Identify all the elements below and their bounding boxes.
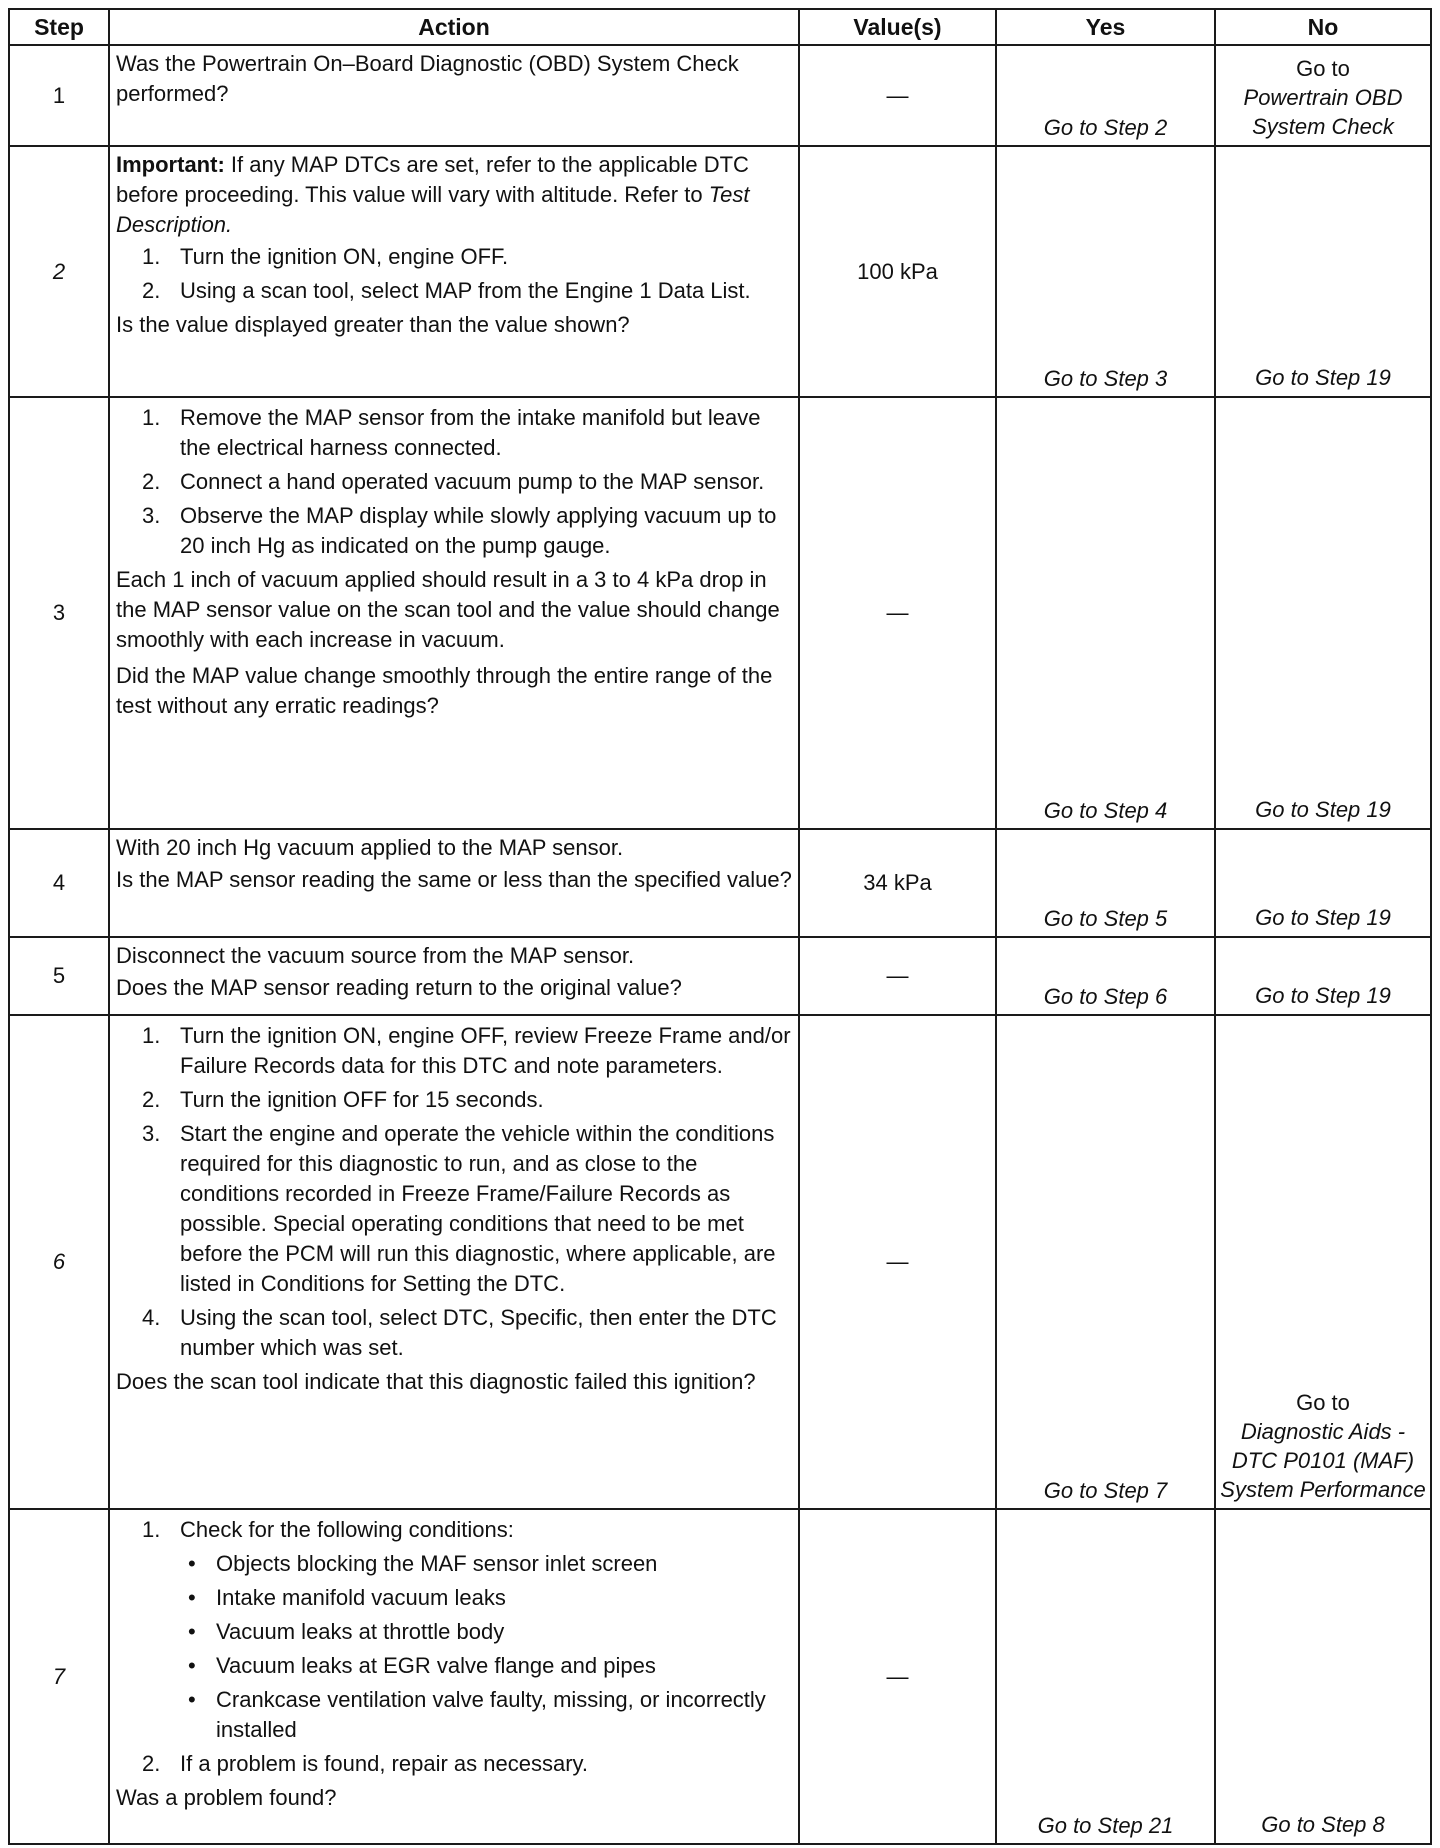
step-question: Did the MAP value change smoothly through the entire range of the test without any erratic readings? xyxy=(116,663,773,718)
step-question: Is the MAP sensor reading the same or less than the specified value? xyxy=(116,867,792,892)
bullet-item: • Objects blocking the MAF sensor inlet screen xyxy=(188,1551,658,1576)
no-goto: Go to Step 19 xyxy=(1215,937,1431,1015)
bullet-item: • Crankcase ventilation valve faulty, missing, or incorrectly installed xyxy=(188,1687,766,1742)
table-row xyxy=(9,146,1431,397)
list-item-text: Using the scan tool, select DTC, Specific, then enter the DTC number which was set. xyxy=(180,1305,777,1360)
header-action: Action xyxy=(109,9,799,45)
action-cell xyxy=(109,1509,799,1844)
list-item-text: Remove the MAP sensor from the intake manifold but leave the electrical harness connected. xyxy=(180,405,761,460)
diagnostic-table xyxy=(8,8,1432,1845)
list-item-text: If a problem is found, repair as necessary. xyxy=(180,1751,589,1776)
action-cell xyxy=(109,146,799,397)
step-note: Disconnect the vacuum source from the MAP sensor. xyxy=(116,943,635,968)
no-goto: Go to Step 19 xyxy=(1215,829,1431,937)
step-number: 3 xyxy=(9,397,109,829)
table-row xyxy=(9,1015,1431,1509)
list-item-text: Turn the ignition ON, engine OFF, review Freeze Frame and/or Failure Records data for this DTC and note parameters. xyxy=(180,1023,791,1078)
value-cell: — xyxy=(799,1015,996,1509)
list-item: 3. Start the engine and operate the vehicle within the conditions required for this diagnostic to run, and as close to the conditions recorded in Freeze Frame/Failure Records as possible. Special operating conditions that need to be met before the PCM will run this diagnostic, where applicable, are listed in Conditions for Setting the DTC. xyxy=(142,1121,776,1296)
list-item: 3. Observe the MAP display while slowly applying vacuum up to 20 inch Hg as indicated on the pump gauge. xyxy=(142,503,777,558)
no-goto-lead: Go to xyxy=(1296,56,1350,81)
list-item-text: Turn the ignition OFF for 15 seconds. xyxy=(180,1087,544,1112)
step-note: Each 1 inch of vacuum applied should result in a 3 to 4 kPa drop in the MAP sensor value on the scan tool and the value should change smoothly with each increase in vacuum. xyxy=(116,567,780,652)
important-text: If any MAP DTCs are set, refer to the applicable DTC before proceeding. This value will vary with altitude. Refer to xyxy=(116,152,749,207)
step-list xyxy=(116,242,792,306)
important-label: Important: xyxy=(116,152,225,177)
value-cell: — xyxy=(799,397,996,829)
no-goto-link: Diagnostic Aids - DTC P0101 (MAF) System Performance xyxy=(1220,1419,1426,1502)
bullet-text: Intake manifold vacuum leaks xyxy=(216,1585,506,1610)
bullet-text: Vacuum leaks at EGR valve flange and pipes xyxy=(216,1653,656,1678)
bullet-text: Crankcase ventilation valve faulty, missing, or incorrectly installed xyxy=(216,1687,766,1742)
table-row xyxy=(9,829,1431,937)
step-number: 1 xyxy=(9,45,109,146)
value-cell: — xyxy=(799,45,996,146)
no-goto-link: Powertrain OBD System Check xyxy=(1243,85,1403,139)
value-cell: — xyxy=(799,937,996,1015)
condition-list xyxy=(116,1549,792,1745)
list-item: 2. Connect a hand operated vacuum pump to the MAP sensor. xyxy=(142,469,765,494)
list-item: 4. Using the scan tool, select DTC, Specific, then enter the DTC number which was set. xyxy=(142,1305,777,1360)
list-item: 1. Turn the ignition ON, engine OFF. xyxy=(142,244,509,269)
list-item: 1. Remove the MAP sensor from the intake manifold but leave the electrical harness connected. xyxy=(142,405,761,460)
value-cell: 34 kPa xyxy=(799,829,996,937)
header-row xyxy=(9,9,1431,45)
yes-goto: Go to Step 4 xyxy=(996,397,1215,829)
step-number: 7 xyxy=(9,1509,109,1844)
action-cell xyxy=(109,397,799,829)
no-goto: Go to Step 19 xyxy=(1215,146,1431,397)
step-note: With 20 inch Hg vacuum applied to the MAP sensor. xyxy=(116,835,624,860)
list-item: 2. Using a scan tool, select MAP from the Engine 1 Data List. xyxy=(142,278,751,303)
important-ref: Test Description. xyxy=(116,182,750,237)
step-number: 4 xyxy=(9,829,109,937)
yes-goto: Go to Step 2 xyxy=(996,45,1215,146)
yes-goto: Go to Step 21 xyxy=(996,1509,1215,1844)
bullet-item: • Vacuum leaks at EGR valve flange and pipes xyxy=(188,1653,656,1678)
step-question: Was a problem found? xyxy=(116,1785,337,1810)
step-list xyxy=(116,403,792,561)
list-item-text: Observe the MAP display while slowly applying vacuum up to 20 inch Hg as indicated on the pump gauge. xyxy=(180,503,777,558)
step-number: 5 xyxy=(9,937,109,1015)
bullet-text: Objects blocking the MAF sensor inlet screen xyxy=(216,1551,658,1576)
yes-goto: Go to Step 3 xyxy=(996,146,1215,397)
bullet-item: • Intake manifold vacuum leaks xyxy=(188,1585,506,1610)
header-step: Step xyxy=(9,9,109,45)
no-goto xyxy=(1215,1015,1431,1509)
value-cell: 100 kPa xyxy=(799,146,996,397)
header-yes: Yes xyxy=(996,9,1215,45)
step-question: Does the MAP sensor reading return to the original value? xyxy=(116,975,682,1000)
step-list xyxy=(116,1021,792,1363)
important-note xyxy=(116,150,792,240)
table-row xyxy=(9,45,1431,146)
action-cell xyxy=(109,937,799,1015)
no-goto-lead: Go to xyxy=(1296,1390,1350,1415)
action-cell xyxy=(109,1015,799,1509)
list-item-text: Connect a hand operated vacuum pump to the MAP sensor. xyxy=(180,469,765,494)
bullet-text: Vacuum leaks at throttle body xyxy=(216,1619,505,1644)
yes-goto: Go to Step 6 xyxy=(996,937,1215,1015)
table-row xyxy=(9,397,1431,829)
value-cell: — xyxy=(799,1509,996,1844)
yes-goto: Go to Step 5 xyxy=(996,829,1215,937)
step-question: Does the scan tool indicate that this diagnostic failed this ignition? xyxy=(116,1369,756,1394)
list-item: 2. If a problem is found, repair as necessary. xyxy=(142,1751,589,1776)
list-item-text: Using a scan tool, select MAP from the Engine 1 Data List. xyxy=(180,278,751,303)
list-item: 1. Turn the ignition ON, engine OFF, review Freeze Frame and/or Failure Records data for this DTC and note parameters. xyxy=(142,1023,791,1078)
no-goto: Go to Step 19 xyxy=(1215,397,1431,829)
step-list xyxy=(116,1515,792,1545)
no-goto: Go to Step 8 xyxy=(1215,1509,1431,1844)
list-item: 1. Check for the following conditions: xyxy=(142,1517,514,1542)
list-item-text: Check for the following conditions: xyxy=(180,1517,514,1542)
action-cell xyxy=(109,45,799,146)
step-number: 6 xyxy=(9,1015,109,1509)
header-no: No xyxy=(1215,9,1431,45)
step-list xyxy=(116,1749,792,1779)
step-number: 2 xyxy=(9,146,109,397)
yes-goto: Go to Step 7 xyxy=(996,1015,1215,1509)
header-values: Value(s) xyxy=(799,9,996,45)
bullet-item: • Vacuum leaks at throttle body xyxy=(188,1619,505,1644)
list-item-text: Start the engine and operate the vehicle within the conditions required for this diagnostic to run, and as close to the conditions recorded in Freeze Frame/Failure Records as possible. Special operating conditions that need to be met before the PCM will run this diagnostic, where applicable, are listed in Conditions for Setting the DTC. xyxy=(180,1121,776,1296)
list-item: 2. Turn the ignition OFF for 15 seconds. xyxy=(142,1087,544,1112)
step-question: Is the value displayed greater than the value shown? xyxy=(116,312,630,337)
table-row xyxy=(9,937,1431,1015)
step-question: Was the Powertrain On–Board Diagnostic (OBD) System Check performed? xyxy=(116,51,739,106)
action-cell xyxy=(109,829,799,937)
no-goto xyxy=(1215,45,1431,146)
table-row xyxy=(9,1509,1431,1844)
list-item-text: Turn the ignition ON, engine OFF. xyxy=(180,244,509,269)
